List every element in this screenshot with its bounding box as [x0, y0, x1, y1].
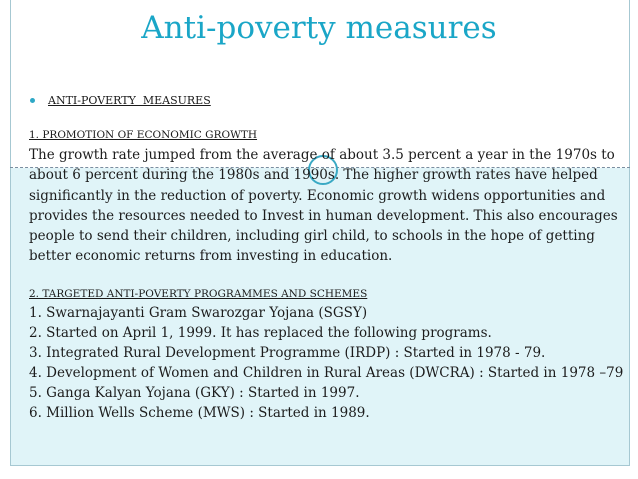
section2-line: 1. Swarnajayanti Gram Swarozgar Yojana (SGSY)	[29, 305, 368, 321]
section1-line: provides the resources needed to Invest in human development. This also encourages	[29, 208, 618, 224]
frame-right-border	[629, 0, 630, 466]
section2-line: 4. Development of Women and Children in Rural Areas (DWCRA) : Started in 1978 –79	[29, 365, 624, 381]
section2-line: 5. Ganga Kalyan Yojana (GKY) : Started in 1997.	[29, 385, 360, 401]
bullet-item	[30, 94, 211, 107]
section2-heading: 2. TARGETED ANTI-POVERTY PROGRAMMES AND SCHEMES	[29, 288, 368, 300]
section1-line: people to send their children, including girl child, to schools in the hope of getting	[29, 228, 595, 244]
section1-line: significantly in the reduction of poverty. Economic growth widens opportunities and	[29, 188, 606, 204]
section1-line: The growth rate jumped from the average of about 3.5 percent a year in the 1970s to	[29, 147, 615, 163]
bullet-text: ANTI-POVERTY MEASURES	[48, 94, 211, 107]
section1-heading: 1. PROMOTION OF ECONOMIC GROWTH	[29, 129, 258, 141]
section2-line: 3. Integrated Rural Development Programme (IRDP) : Started in 1978 - 79.	[29, 345, 546, 361]
section2-line: 6. Million Wells Scheme (MWS) : Started in 1989.	[29, 405, 370, 421]
section1-line: about 6 percent during the 1980s and 1990s. The higher growth rates have helped	[29, 167, 598, 183]
slide-title: Anti-poverty measures	[141, 10, 497, 46]
section1-line: better economic returns from investing in education.	[29, 248, 393, 264]
section2-line: 2. Started on April 1, 1999. It has replaced the following programs.	[29, 325, 492, 341]
frame-left-border	[10, 0, 11, 466]
bullet-dot-icon	[30, 98, 35, 103]
frame-bottom-border	[10, 465, 630, 466]
